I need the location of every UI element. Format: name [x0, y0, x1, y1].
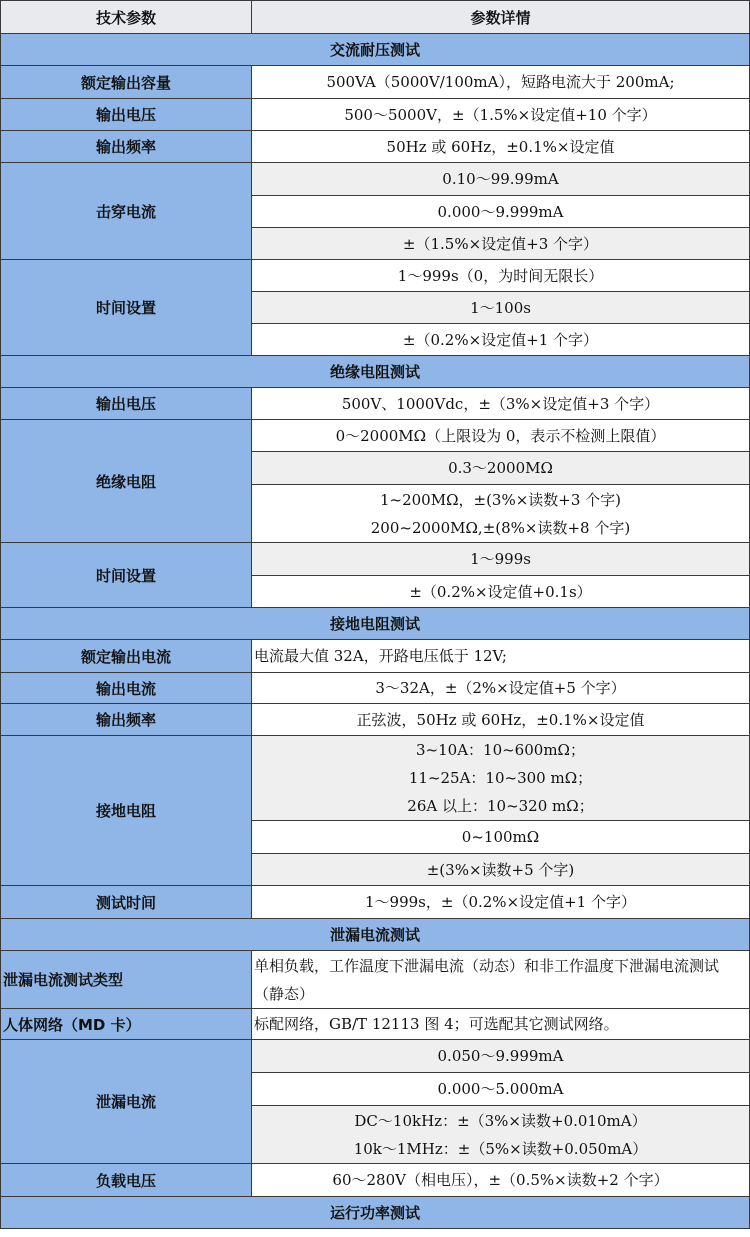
section-lk-header — [1, 919, 750, 951]
row-value: 0.050～9.999mA — [252, 1040, 750, 1073]
section-lk-title: 泄漏电流测试 — [1, 919, 750, 951]
row-label: 时间设置 — [1, 543, 252, 608]
row-value: ±(3%×读数+5 个字) — [252, 854, 750, 886]
table-header — [1, 1, 750, 34]
table-row — [1, 388, 750, 420]
table-row — [1, 66, 750, 99]
row-label: 击穿电流 — [1, 163, 252, 260]
row-label: 输出电压 — [1, 388, 252, 420]
section-ir-title: 绝缘电阻测试 — [1, 356, 750, 388]
row-value: 单相负载，工作温度下泄漏电流（动态）和非工作温度下泄漏电流测试（静态） — [252, 951, 750, 1009]
section-ac-title: 交流耐压测试 — [1, 34, 750, 66]
row-label: 接地电阻 — [1, 736, 252, 886]
row-label: 输出电压 — [1, 99, 252, 131]
row-value: 0.000～5.000mA — [252, 1073, 750, 1106]
row-value: 1～999s（0，为时间无限长） — [252, 260, 750, 292]
row-label: 额定输出电流 — [1, 640, 252, 673]
row-value: ±（1.5%×设定值+3 个字） — [252, 228, 750, 260]
row-value: 电流最大值 32A，开路电压低于 12V; — [252, 640, 750, 673]
row-label: 输出电流 — [1, 673, 252, 704]
row-value: 0.10～99.99mA — [252, 163, 750, 196]
table-row — [1, 736, 750, 821]
table-row — [1, 131, 750, 163]
table-row — [1, 640, 750, 673]
row-value: ±（0.2%×设定值+1 个字） — [252, 324, 750, 356]
section-ir-header — [1, 356, 750, 388]
row-label: 输出频率 — [1, 131, 252, 163]
table-row — [1, 704, 750, 736]
section-gr-title: 接地电阻测试 — [1, 608, 750, 640]
section-ac-header — [1, 34, 750, 66]
row-value: ±（0.2%×设定值+0.1s） — [252, 576, 750, 608]
row-value: 1~200MΩ，±(3%×读数+3 个字) 200~2000MΩ,±(8%×读数+8 个字) — [252, 485, 750, 543]
row-label: 输出频率 — [1, 704, 252, 736]
table-row — [1, 163, 750, 196]
row-value: 500VA（5000V/100mA），短路电流大于 200mA; — [252, 66, 750, 99]
row-value: 500～5000V，±（1.5%×设定值+10 个字） — [252, 99, 750, 131]
row-value: DC～10kHz：±（3%×读数+0.010mA） 10k～1MHz：±（5%×读数+0.050mA） — [252, 1106, 750, 1164]
row-label: 测试时间 — [1, 886, 252, 919]
row-value: 标配网络，GB/T 12113 图 4；可选配其它测试网络。 — [252, 1009, 750, 1040]
table-row — [1, 99, 750, 131]
table-row — [1, 886, 750, 919]
row-value: 1～100s — [252, 292, 750, 324]
table-row — [1, 1009, 750, 1040]
row-value: 500V、1000Vdc，±（3%×设定值+3 个字） — [252, 388, 750, 420]
header-param: 技术参数 — [1, 1, 252, 34]
row-label: 绝缘电阻 — [1, 420, 252, 543]
section-pw-title: 运行功率测试 — [1, 1197, 750, 1229]
row-label: 泄漏电流 — [1, 1040, 252, 1164]
row-label: 额定输出容量 — [1, 66, 252, 99]
section-pw-header — [1, 1197, 750, 1229]
row-value: 0.000～9.999mA — [252, 196, 750, 228]
row-value: 1～999s，±（0.2%×设定值+1 个字） — [252, 886, 750, 919]
table-row — [1, 543, 750, 576]
row-value: 3~10A：10~600mΩ； 11~25A：10~300 mΩ； 26A 以上：10~320 mΩ； — [252, 736, 750, 821]
table-row — [1, 1040, 750, 1073]
row-value: 0～2000MΩ（上限设为 0，表示不检测上限值） — [252, 420, 750, 452]
table-row — [1, 951, 750, 1009]
row-label: 时间设置 — [1, 260, 252, 356]
row-value: 50Hz 或 60Hz，±0.1%×设定值 — [252, 131, 750, 163]
table-row — [1, 1164, 750, 1197]
row-label: 负载电压 — [1, 1164, 252, 1197]
row-label: 人体网络（MD 卡） — [1, 1009, 252, 1040]
row-value: 1～999s — [252, 543, 750, 576]
section-gr-header — [1, 608, 750, 640]
row-value: 正弦波，50Hz 或 60Hz，±0.1%×设定值 — [252, 704, 750, 736]
table-row — [1, 260, 750, 292]
table-row — [1, 673, 750, 704]
row-value: 0.3～2000MΩ — [252, 452, 750, 485]
table-row — [1, 420, 750, 452]
header-detail: 参数详情 — [252, 1, 750, 34]
row-label: 泄漏电流测试类型 — [1, 951, 252, 1009]
row-value: 0~100mΩ — [252, 821, 750, 854]
row-value: 60～280V（相电压），±（0.5%×读数+2 个字） — [252, 1164, 750, 1197]
row-value: 3～32A，±（2%×设定值+5 个字） — [252, 673, 750, 704]
